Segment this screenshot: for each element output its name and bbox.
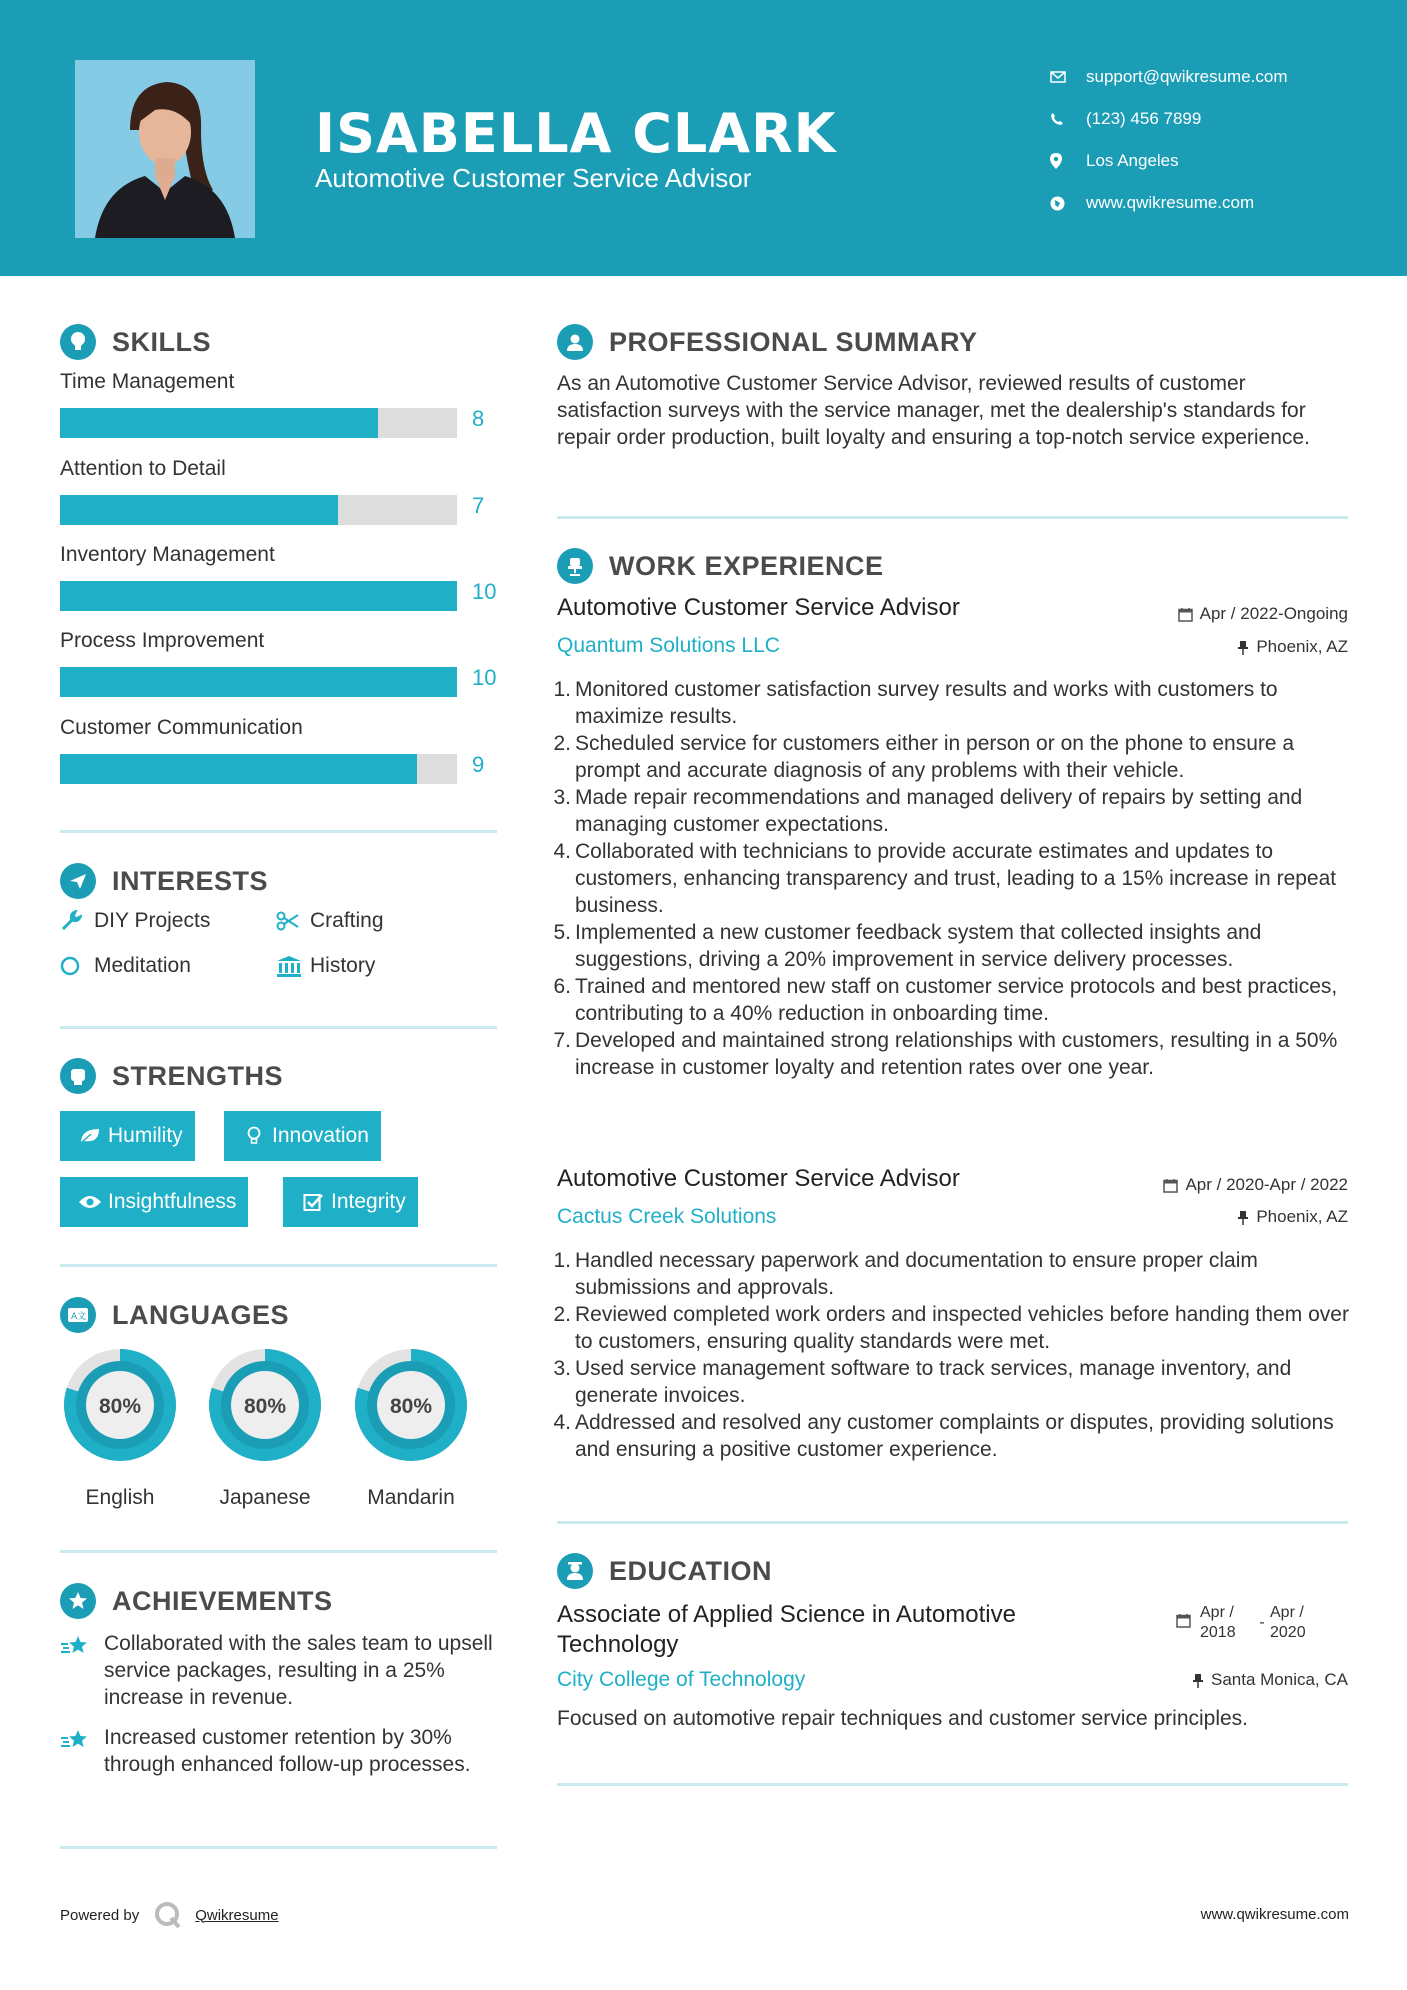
skill-bar-fill <box>60 667 457 697</box>
duty-item: Trained and mentored new staff on customer service protocols and best practices, contributing to a 40% reduction in onboarding time. <box>575 975 1338 1025</box>
achievement-text: Increased customer retention by 30% through enhanced follow-up processes. <box>104 1726 471 1776</box>
duty-item: Used service management software to track services, manage inventory, and generate invoices. <box>575 1357 1292 1407</box>
lightbulb-icon <box>60 324 96 360</box>
education-dates <box>1176 1603 1348 1643</box>
skill-bar-fill <box>60 495 338 525</box>
skill-name: Attention to Detail <box>60 457 226 480</box>
strength-tag: Integrity <box>283 1177 418 1227</box>
phone-icon <box>1050 112 1086 126</box>
education-start: Apr / 2018 <box>1200 1604 1236 1641</box>
skill-bar <box>60 408 457 438</box>
duty-item: Scheduled service for customers either in person or on the phone to ensure a prompt and accurate diagnosis of any problems with their vehicle. <box>575 732 1295 782</box>
summary-text: As an Automotive Customer Service Advisor, reviewed results of customer satisfaction surveys with the service manager, met the dealership's standards for repair order production, built loyalty and ensuring a top-notch service experience. <box>557 372 1310 449</box>
duty-item: Handled necessary paperwork and documentation to ensure proper claim submissions and approvals. <box>575 1249 1258 1299</box>
calendar-icon <box>1163 1178 1178 1193</box>
language-ring <box>58 1343 182 1467</box>
education-location: Santa Monica, CA <box>1060 1670 1348 1690</box>
skill-bar <box>60 754 457 784</box>
strength-tag: Insightfulness <box>60 1177 248 1227</box>
education-heading: EDUCATION <box>557 1553 772 1589</box>
job-duties <box>575 676 1355 1081</box>
degree-title: Associate of Applied Science in Automotive Technology <box>557 1601 1016 1658</box>
achievement-item <box>60 1630 500 1711</box>
duty-item: Implemented a new customer feedback system that collected insights and suggestions, driving a 20% improvement in service delivery processes. <box>575 921 1262 971</box>
achievement-text: Collaborated with the sales team to upsell service packages, resulting in a 25% increase in revenue. <box>104 1632 493 1709</box>
languages-heading: A文 LANGUAGES <box>60 1297 289 1333</box>
job-title: Automotive Customer Service Advisor <box>557 594 960 621</box>
date-separator: - <box>1259 1614 1265 1631</box>
svg-text:A文: A文 <box>71 1312 87 1322</box>
language-ring <box>203 1343 327 1467</box>
section-divider <box>60 1550 497 1553</box>
contact-email-text: support@qwikresume.com <box>1086 67 1288 86</box>
job-location: Phoenix, AZ <box>1060 1207 1348 1227</box>
achievements-heading: ACHIEVEMENTS <box>60 1583 333 1619</box>
language-ring <box>349 1343 473 1467</box>
interest-item: Meditation <box>60 954 191 978</box>
pushpin-icon <box>1237 1210 1249 1225</box>
skill-bar <box>60 581 457 611</box>
education-description: Focused on automotive repair techniques and customer service principles. <box>557 1707 1249 1730</box>
summary-heading: PROFESSIONAL SUMMARY <box>557 324 978 360</box>
skill-item <box>60 370 500 431</box>
contact-phone[interactable] <box>1050 98 1380 140</box>
school-name: City College of Technology <box>557 1668 806 1691</box>
wrench-icon <box>60 910 94 932</box>
duty-item: Addressed and resolved any customer complaints or disputes, providing solutions and ensuring a positive customer experience. <box>575 1411 1334 1461</box>
duty-item: Developed and maintained strong relationships with customers, resulting in a 50% increase in customer loyalty and retention rates over one year. <box>575 1029 1338 1079</box>
pushpin-icon <box>1237 640 1249 655</box>
leaf-icon <box>72 1127 108 1145</box>
powered-by-label: Powered by <box>60 1906 140 1924</box>
education-end: Apr / 2020 <box>1270 1604 1306 1641</box>
job-location: Phoenix, AZ <box>1060 637 1348 657</box>
footer-website[interactable]: www.qwikresume.com <box>1200 1906 1349 1923</box>
duty-item: Collaborated with technicians to provide accurate estimates and updates to customers, enhancing transparency and trust, leading to a 15% increase in repeat business. <box>575 840 1337 917</box>
language-item <box>58 1343 182 1510</box>
skill-bar-fill <box>60 754 417 784</box>
section-divider <box>557 1521 1348 1524</box>
user-icon <box>557 324 593 360</box>
skill-item <box>60 457 500 518</box>
duty-item: Made repair recommendations and managed delivery of repairs by setting and managing customer expectations. <box>575 786 1303 836</box>
language-name: English <box>85 1486 155 1509</box>
qwikresume-link[interactable]: Qwikresume <box>195 1906 279 1924</box>
candidate-title: Automotive Customer Service Advisor <box>315 163 752 193</box>
scissors-icon <box>276 911 310 931</box>
section-divider <box>557 516 1348 519</box>
contact-website-text: www.qwikresume.com <box>1086 193 1255 212</box>
circle-icon <box>60 955 94 977</box>
interest-item: History <box>276 954 375 978</box>
map-pin-icon <box>1050 153 1086 169</box>
envelope-icon <box>1050 71 1086 83</box>
section-divider <box>60 1264 497 1267</box>
achievement-item <box>60 1724 500 1778</box>
job-dates: Apr / 2022-Ongoing <box>1060 604 1348 624</box>
calendar-icon <box>1178 607 1193 622</box>
job-duties <box>575 1247 1355 1463</box>
office-chair-icon <box>557 548 593 584</box>
skill-score: 9 <box>472 752 485 777</box>
museum-icon <box>276 955 310 977</box>
contact-phone-text: (123) 456 7899 <box>1086 109 1202 128</box>
skill-score: 10 <box>472 665 497 690</box>
qwikresume-logo-icon <box>153 1900 183 1930</box>
contact-list <box>1050 56 1380 224</box>
contact-location <box>1050 140 1380 182</box>
resume-header <box>0 0 1407 276</box>
job-dates: Apr / 2020-Apr / 2022 <box>1000 1175 1348 1195</box>
company-name: Quantum Solutions LLC <box>557 634 780 657</box>
language-percent: 80% <box>243 1395 287 1418</box>
shooting-star-icon <box>60 1724 104 1778</box>
shooting-star-icon <box>60 1630 104 1711</box>
footer-branding <box>60 1900 279 1930</box>
language-item <box>203 1343 327 1510</box>
experience-heading: WORK EXPERIENCE <box>557 548 884 584</box>
paper-plane-icon <box>60 863 96 899</box>
section-divider <box>60 1846 497 1849</box>
language-icon <box>60 1297 96 1333</box>
company-name: Cactus Creek Solutions <box>557 1205 777 1228</box>
skill-bar-fill <box>60 408 378 438</box>
star-badge-icon <box>60 1583 96 1619</box>
candidate-name: ISABELLA CLARK <box>315 102 837 165</box>
interests-heading: INTERESTS <box>60 863 268 899</box>
language-name: Japanese <box>219 1486 311 1509</box>
skill-name: Customer Communication <box>60 716 303 739</box>
profile-photo <box>75 60 255 238</box>
language-percent: 80% <box>389 1395 433 1418</box>
check-square-icon <box>295 1192 331 1212</box>
section-divider <box>557 1783 1348 1786</box>
job-title: Automotive Customer Service Advisor <box>557 1165 960 1192</box>
skills-heading: SKILLS <box>60 324 211 360</box>
section-divider <box>60 830 497 833</box>
lightbulb-icon <box>236 1126 272 1146</box>
contact-website[interactable] <box>1050 182 1380 224</box>
skill-item <box>60 629 500 690</box>
strength-tag: Innovation <box>224 1111 381 1161</box>
skill-name: Process Improvement <box>60 629 265 652</box>
strength-tag: Humility <box>60 1111 195 1161</box>
skill-name: Time Management <box>60 370 235 393</box>
calendar-icon <box>1176 1613 1191 1628</box>
pushpin-icon <box>1192 1673 1204 1688</box>
skill-bar-fill <box>60 581 457 611</box>
skill-score: 7 <box>472 493 485 518</box>
skill-bar <box>60 667 457 697</box>
interest-item: DIY Projects <box>60 909 210 933</box>
skill-bar <box>60 495 457 525</box>
duty-item: Monitored customer satisfaction survey results and works with customers to maximize results. <box>575 678 1278 728</box>
skill-score: 10 <box>472 579 497 604</box>
skill-score: 8 <box>472 406 485 431</box>
language-percent: 80% <box>98 1395 142 1418</box>
skill-item <box>60 716 500 777</box>
skill-item <box>60 543 500 604</box>
language-item <box>349 1343 473 1510</box>
globe-icon <box>1050 196 1086 211</box>
skill-name: Inventory Management <box>60 543 275 566</box>
duty-item: Reviewed completed work orders and inspected vehicles before handing them over to customers, ensuring quality standards were met. <box>575 1303 1349 1353</box>
eye-icon <box>72 1194 108 1210</box>
interest-item: Crafting <box>276 909 384 933</box>
contact-location-text: Los Angeles <box>1086 151 1179 170</box>
contact-email[interactable] <box>1050 56 1380 98</box>
section-divider <box>60 1026 497 1029</box>
fist-icon <box>60 1058 96 1094</box>
language-name: Mandarin <box>367 1486 455 1509</box>
graduate-icon <box>557 1553 593 1589</box>
strengths-heading: STRENGTHS <box>60 1058 283 1094</box>
